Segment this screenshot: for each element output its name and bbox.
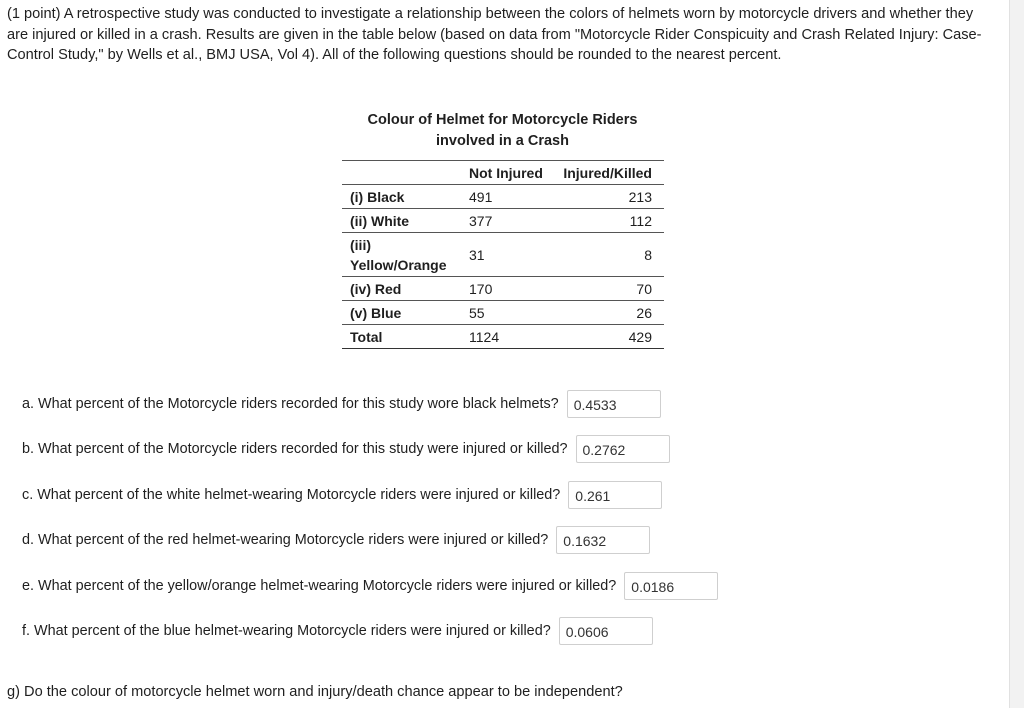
header-category: [342, 161, 461, 185]
question-b: [22, 435, 670, 463]
row-label: (ii) White: [350, 212, 410, 229]
cell-injured: 70: [636, 280, 652, 297]
table-title-line2: involved in a Crash: [436, 133, 569, 149]
cell-not-injured: 55: [469, 304, 485, 321]
row-label: (i) Black: [350, 188, 405, 205]
row-label-part1: (iii): [350, 236, 371, 253]
question-a: [22, 390, 661, 418]
row-label-part2: Yellow/Orange: [350, 256, 447, 273]
page-scrollbar[interactable]: [1009, 0, 1024, 708]
answer-input-b[interactable]: 0.2762: [576, 435, 670, 463]
cell-injured: 8: [644, 246, 652, 263]
answer-input-f[interactable]: 0.0606: [559, 617, 653, 645]
cell-injured: 213: [628, 188, 652, 205]
question-text: a. What percent of the Motorcycle riders recorded for this study wore black helmets?: [22, 396, 559, 412]
table-row: [342, 277, 664, 301]
question-c: [22, 481, 662, 509]
table-row-total: [342, 325, 664, 349]
answer-input-a[interactable]: 0.4533: [567, 390, 661, 418]
answer-input-d[interactable]: 0.1632: [556, 526, 650, 554]
answer-input-e[interactable]: 0.0186: [624, 572, 718, 600]
cell-not-injured: 31: [469, 246, 485, 263]
answer-input-c[interactable]: 0.261: [568, 481, 662, 509]
row-label: (v) Blue: [350, 304, 402, 321]
helmet-data-table: [342, 160, 664, 349]
question-text: b. What percent of the Motorcycle riders recorded for this study were injured or killed?: [22, 441, 568, 457]
question-e: [22, 572, 718, 600]
question-text: e. What percent of the yellow/orange helmet-wearing Motorcycle riders were injured or killed?: [22, 578, 617, 594]
cell-injured: 429: [628, 328, 652, 345]
cell-not-injured: 170: [469, 280, 493, 297]
row-label: [342, 233, 461, 277]
cell-injured: 112: [629, 212, 652, 229]
table-row: [342, 185, 664, 209]
question-text: f. What percent of the blue helmet-wearing Motorcycle riders were injured or killed?: [22, 623, 551, 639]
cell-not-injured: 1124: [469, 328, 500, 345]
question-text: d. What percent of the red helmet-wearing Motorcycle riders were injured or killed?: [22, 532, 549, 548]
row-label: Total: [350, 328, 383, 345]
cell-not-injured: 377: [469, 212, 493, 229]
question-d: [22, 526, 650, 554]
table-title-line1: Colour of Helmet for Motorcycle Riders: [367, 112, 638, 128]
header-not-injured: Not Injured: [469, 164, 543, 181]
question-text: c. What percent of the white helmet-wearing Motorcycle riders were injured or killed?: [22, 487, 561, 503]
question-f: [22, 617, 653, 645]
cell-injured: 26: [636, 304, 652, 321]
table-header-row: [342, 161, 664, 185]
cell-not-injured: 491: [469, 188, 493, 205]
table-row: [342, 209, 664, 233]
header-injured-killed: Injured/Killed: [563, 164, 652, 181]
table-row: [342, 233, 664, 277]
table-row: [342, 301, 664, 325]
row-label: (iv) Red: [350, 280, 402, 297]
question-g: g) Do the colour of motorcycle helmet worn and injury/death chance appear to be independent?: [7, 684, 623, 700]
problem-intro: (1 point) A retrospective study was conducted to investigate a relationship between the colors of helmets worn by motorcycle drivers and whether they are injured or killed in a crash. Results are given in the table below (based on data from "Motorcycle Rider Conspicuity and Crash Related Injury: Case-Control Study," by Wells et al., BMJ USA, Vol 4). All of the following questions should be rounded to the nearest percent.: [7, 6, 982, 64]
table-title: [341, 110, 664, 152]
